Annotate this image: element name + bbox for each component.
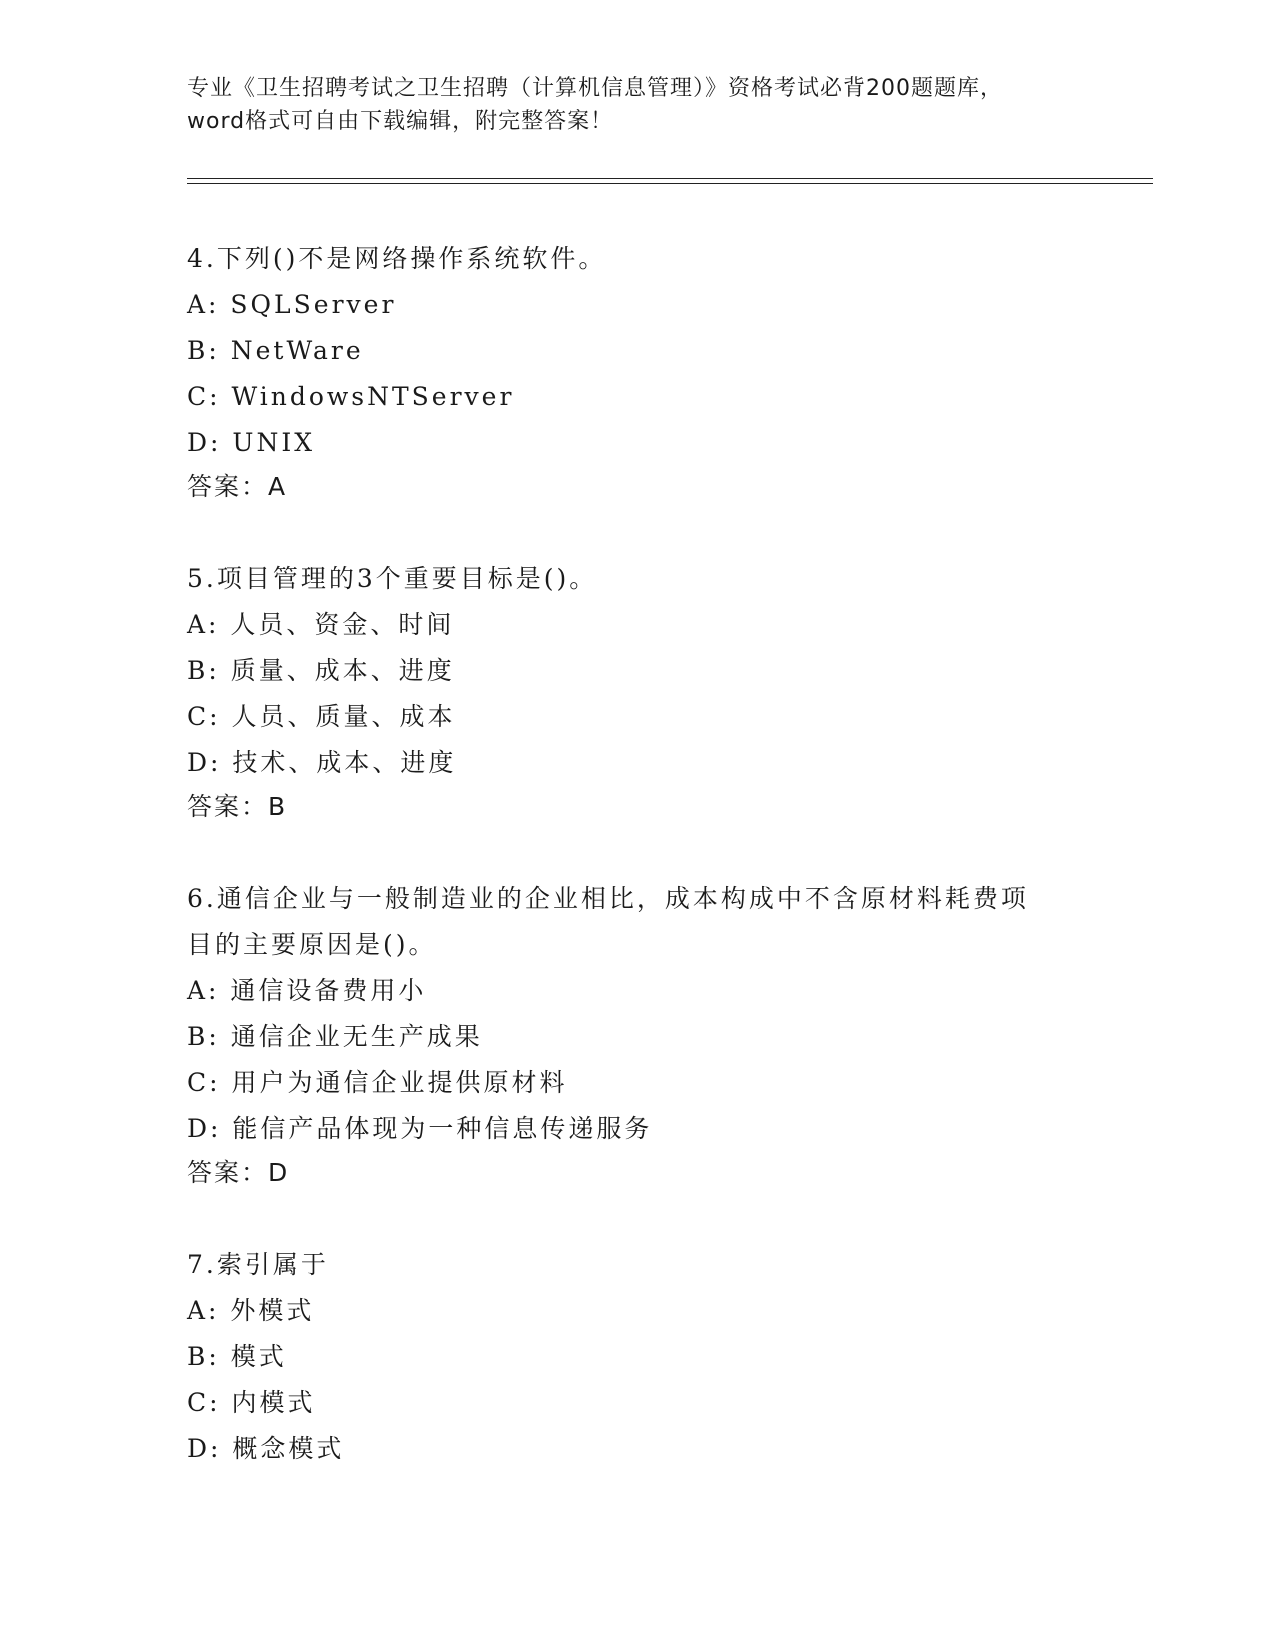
option-c: C: 人员、质量、成本 [187, 702, 456, 731]
question-4 [187, 236, 1087, 508]
header-line-1: 专业《卫生招聘考试之卫生招聘（计算机信息管理）》资格考试必背200题题库， [187, 76, 1003, 101]
option-b: B: 通信企业无生产成果 [187, 1022, 483, 1051]
answer-text: 答案：A [187, 472, 288, 501]
document-header [187, 72, 1087, 138]
option-a: A: 通信设备费用小 [187, 976, 427, 1005]
option-d: D: UNIX [187, 428, 316, 457]
question-text-line-2: 目的主要原因是()。 [187, 930, 437, 959]
option-b: B: NetWare [187, 336, 364, 365]
option-d: D: 能信产品体现为一种信息传递服务 [187, 1114, 653, 1143]
header-divider-top [187, 178, 1153, 179]
option-a: A: 外模式 [187, 1296, 315, 1325]
question-7 [187, 1242, 1087, 1472]
option-b: B: 模式 [187, 1342, 287, 1371]
option-c: C: 内模式 [187, 1388, 316, 1417]
option-a: A: 人员、资金、时间 [187, 610, 455, 639]
question-text-line-1: 6.通信企业与一般制造业的企业相比，成本构成中不含原材料耗费项 [187, 884, 1029, 913]
option-a: A: SQLServer [187, 290, 397, 319]
option-c: C: WindowsNTServer [187, 382, 515, 411]
question-list [187, 236, 1087, 1520]
question-5 [187, 556, 1087, 828]
header-divider-bottom [187, 183, 1153, 184]
question-6 [187, 876, 1087, 1194]
option-c: C: 用户为通信企业提供原材料 [187, 1068, 568, 1097]
answer-text: 答案：D [187, 1158, 290, 1187]
question-text: 5.项目管理的3个重要目标是()。 [187, 564, 598, 593]
option-d: D: 概念模式 [187, 1434, 345, 1463]
header-line-2: word格式可自由下载编辑，附完整答案！ [187, 109, 614, 134]
answer-text: 答案：B [187, 792, 288, 821]
option-b: B: 质量、成本、进度 [187, 656, 455, 685]
question-text: 7.索引属于 [187, 1250, 329, 1279]
option-d: D: 技术、成本、进度 [187, 748, 457, 777]
question-text: 4.下列()不是网络操作系统软件。 [187, 244, 607, 273]
